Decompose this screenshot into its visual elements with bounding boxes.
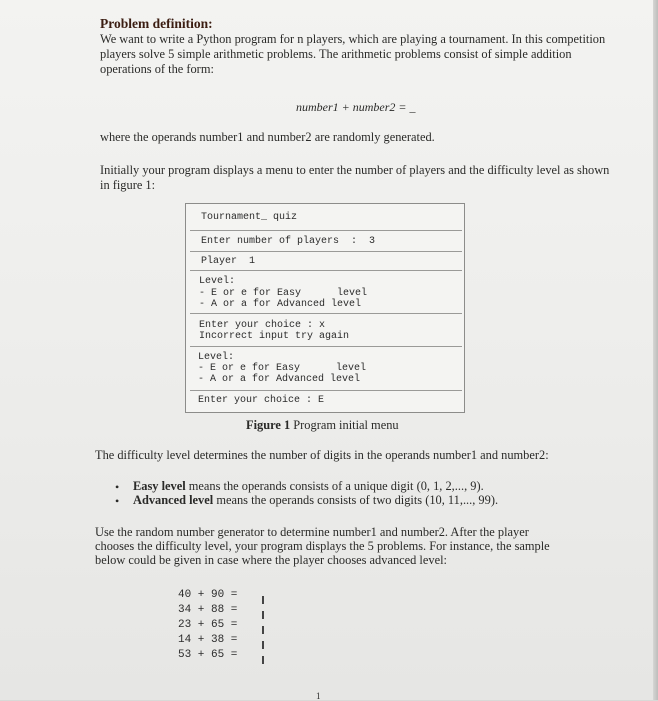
answer-blank: [262, 626, 264, 634]
intro-paragraph: We want to write a Python program for n players, which are playing a tournament. In this competition players solve 5 simple arithmetic problems. The arithmetic problems consist of simple addition operations of the form:: [100, 32, 606, 76]
level-heading: Level:: [198, 352, 235, 363]
problem-line: 34 + 88 =: [178, 604, 238, 616]
easy-level-item: [133, 479, 484, 494]
menu-separator: [190, 270, 462, 271]
problem-line: 14 + 38 =: [178, 634, 238, 646]
choice-prompt: Enter your choice : E: [198, 395, 325, 406]
answer-blank: [262, 656, 264, 664]
incorrect-input-message: Incorrect input try again: [199, 331, 350, 342]
easy-option: - E or e for Easy level: [199, 288, 368, 299]
menu-separator: [190, 230, 462, 231]
caption-label: Figure 1: [246, 418, 291, 432]
menu-separator: [190, 313, 462, 314]
choice-prompt: Enter your choice : x: [199, 320, 326, 331]
players-prompt: Enter number of players : 3: [201, 236, 376, 247]
menu-separator: [190, 251, 462, 252]
advanced-level-item: [133, 493, 498, 508]
answer-blank: [262, 596, 264, 604]
easy-level-label: Easy level: [133, 479, 186, 493]
answer-blank: [262, 611, 264, 619]
page-number: 1: [316, 691, 321, 701]
player-line: Player 1: [201, 256, 256, 267]
problem-line: 53 + 65 =: [178, 649, 238, 661]
menu-separator: [190, 390, 462, 391]
bullet-icon: •: [115, 494, 120, 508]
bullet-icon: •: [115, 480, 120, 494]
advanced-level-label: Advanced level: [133, 493, 214, 507]
problem-line: 40 + 90 =: [178, 589, 238, 601]
operands-note: where the operands number1 and number2 are randomly generated.: [100, 130, 435, 144]
menu-title: Tournament_ quiz: [201, 212, 298, 223]
advanced-level-text: means the operands consists of two digits (10, 11,..., 99).: [216, 493, 499, 507]
caption-text: Program initial menu: [293, 418, 399, 432]
level-heading: Level:: [199, 276, 236, 287]
answer-blank: [262, 641, 264, 649]
problem-line: 23 + 65 =: [178, 619, 238, 631]
menu-intro-paragraph: Initially your program displays a menu to enter the number of players and the difficulty level as shown in figure 1:: [100, 163, 610, 192]
figure-1-caption: [246, 418, 399, 433]
advanced-option: - A or a for Advanced level: [199, 299, 362, 310]
formula: number1 + number2 = _: [296, 100, 416, 114]
advanced-option: - A or a for Advanced level: [198, 374, 361, 385]
sample-intro-paragraph: Use the random number generator to determine number1 and number2. After the player chooses the difficulty level, your program displays the 5 problems. For instance, the sample below could be given in case where the player chooses advanced level:: [95, 525, 550, 567]
page-edge: [653, 0, 658, 700]
difficulty-intro: The difficulty level determines the number of digits in the operands number1 and number2:: [95, 448, 549, 462]
menu-separator: [190, 346, 462, 347]
problem-definition-heading: Problem definition:: [100, 16, 213, 31]
easy-level-text: means the operands consists of a unique digit (0, 1, 2,..., 9).: [188, 479, 484, 493]
easy-option: - E or e for Easy level: [198, 363, 367, 374]
